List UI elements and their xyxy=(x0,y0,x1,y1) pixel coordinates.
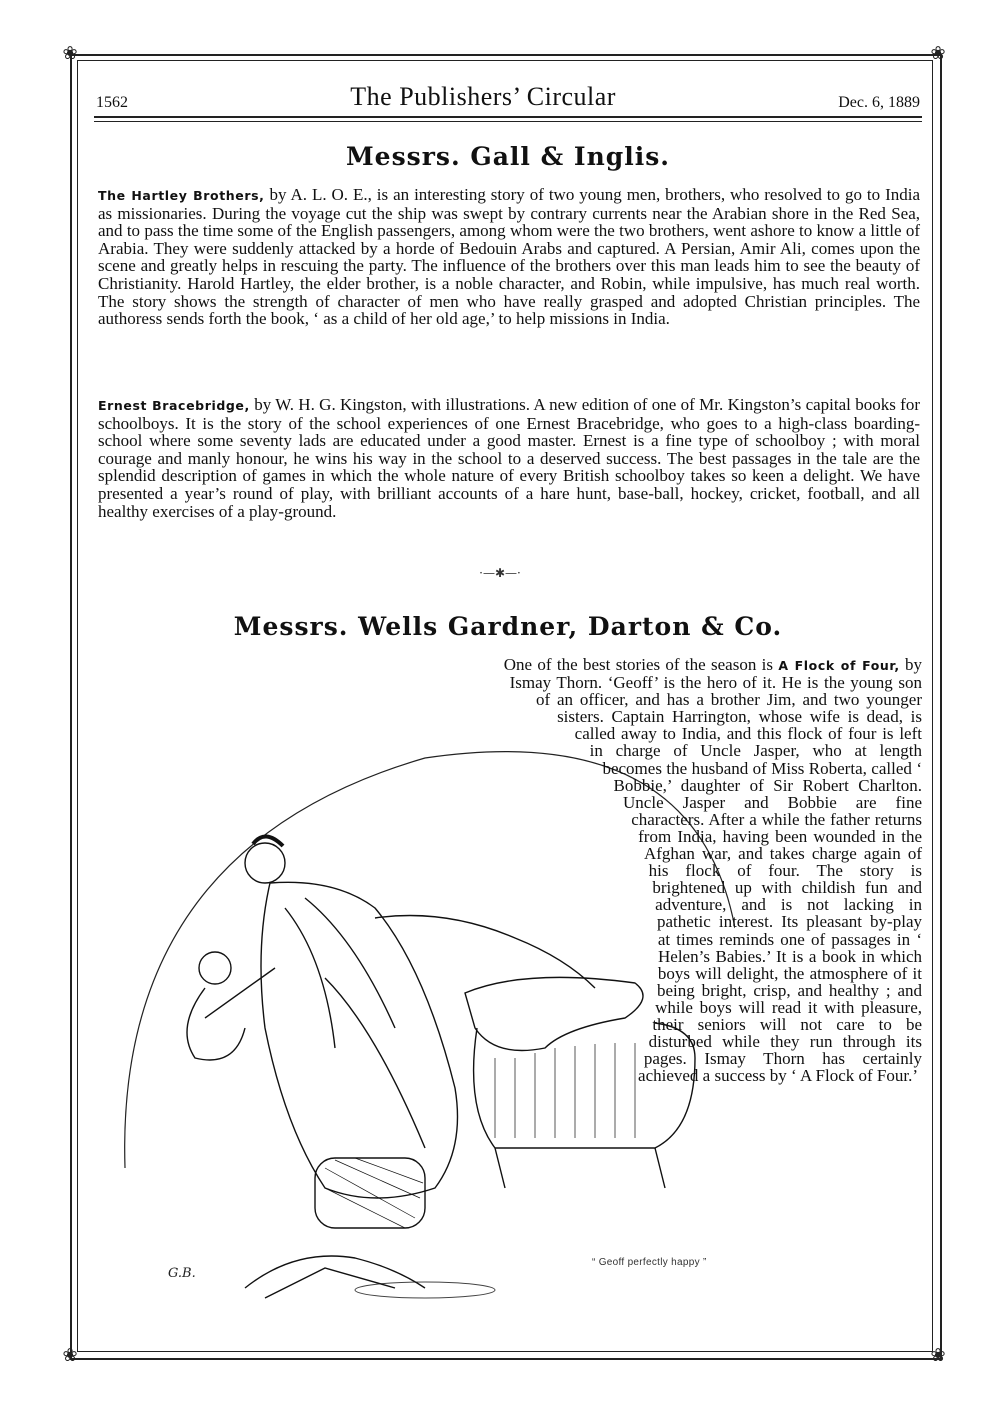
issue-date: Dec. 6, 1889 xyxy=(838,94,920,111)
publication-title: The Publishers’ Circular xyxy=(350,82,616,111)
review-flock-of-four xyxy=(98,656,922,1364)
review-text: by W. H. G. Kingston, with illustrations. A new edition of one of Mr. Kingston’s capital books for schoolboys. It is the story of the school experiences of one Ernest Bracebridge, who goes to a high-class boarding-school where some seventy lads are educated under a good master. Ernest is a fine type of schoolboy ; with moral courage and manly honour, he wins his way in the school to a deserved success. The best passages in the tale are the splendid description of games in which the whole nature of every British schoolboy takes so keen a delight. We have presented a year’s round of play, with brilliant accounts of a hare hunt, base-ball, hockey, cricket, football, and all healthy exercises of a play-ground. xyxy=(98,395,921,521)
book-title: A Flock of Four, xyxy=(778,658,900,673)
corner-ornament-icon: ❀ xyxy=(62,43,78,64)
section-heading-wells-gardner: Messrs. Wells Gardner, Darton & Co. xyxy=(233,612,783,641)
page-number: 1562 xyxy=(96,94,128,111)
artist-monogram-icon: G.B. xyxy=(168,1266,196,1281)
book-title: The Hartley Brothers, xyxy=(98,188,265,203)
section-separator: ·—✱—· xyxy=(479,566,521,580)
running-header xyxy=(96,72,920,112)
illustration-wrap-area xyxy=(98,724,658,1324)
section-heading-gall-inglis: Messrs. Gall & Inglis. xyxy=(345,142,671,171)
review-ernest-bracebridge xyxy=(98,396,920,520)
corner-ornament-icon: ❀ xyxy=(62,1345,78,1366)
header-rule xyxy=(94,116,922,118)
corner-ornament-icon: ❀ xyxy=(930,1345,946,1366)
header-rule-thin xyxy=(94,121,922,122)
review-text: by A. L. O. E., is an interesting story of two young men, brothers, who resolved to go to India as missionaries. During the voyage cut the ship was swept by contrary currents near the Arabian shore in the Red Sea, and to pass the time some of the English passengers, among whom were the two brothers, went ashore to know a little of Arabia. They were suddenly attacked by a horde of Bedouin Arabs and captured. A Persian, Amir Ali, comes upon the scene and greatly helps in rescuing the party. The influence of the brothers over this man leads him to see the beauty of Christianity. Harold Hartley, the elder brother, is a noble character, and Robin, while impulsive, has much real worth. The story shows the strength of character of men who have really grasped and adopted Christian principles. The authoress sends forth the book, ‘ as a child of her old age,’ to help missions in India. xyxy=(98,185,920,329)
corner-ornament-icon: ❀ xyxy=(930,43,946,64)
book-title: Ernest Bracebridge, xyxy=(98,398,250,413)
review-hartley-brothers xyxy=(98,186,920,328)
illustration-caption: “ Geoff perfectly happy ” xyxy=(592,1257,707,1268)
review-text: One of the best stories of the season is A Flock of Four, by Ismay Thorn. ‘Geoff’ is the hero of it. He is the young son of an officer, and has a brother Jim, and two younger sisters. Captain Harrington, whose wife is dead, is called away to India, and this flock of four is left in charge of Uncle Jasper, who at length becomes the husband of Miss Roberta, called ‘ Bobbie,’ daughter of Sir Robert Charlton. Uncle Jasper and Bobbie are fine characters. After a while the father returns from India, having been wounded in the Afghan war, and takes charge again of his flock of four. The story is brightened up with childish fun and adventure, and is not lacking in pathetic interest. Its pleasant by-play at times reminds one of passages in ‘ Helen’s Babies.’ It is a book in which boys will delight, the atmosphere of it being bright, crisp, and healthy ; and while boys will read it with pleasure, their seniors will not care to be disturbed while they run through its pages. Ismay Thorn has certainly achieved a success by ‘ A Flock of Four.’ xyxy=(503,655,922,1086)
